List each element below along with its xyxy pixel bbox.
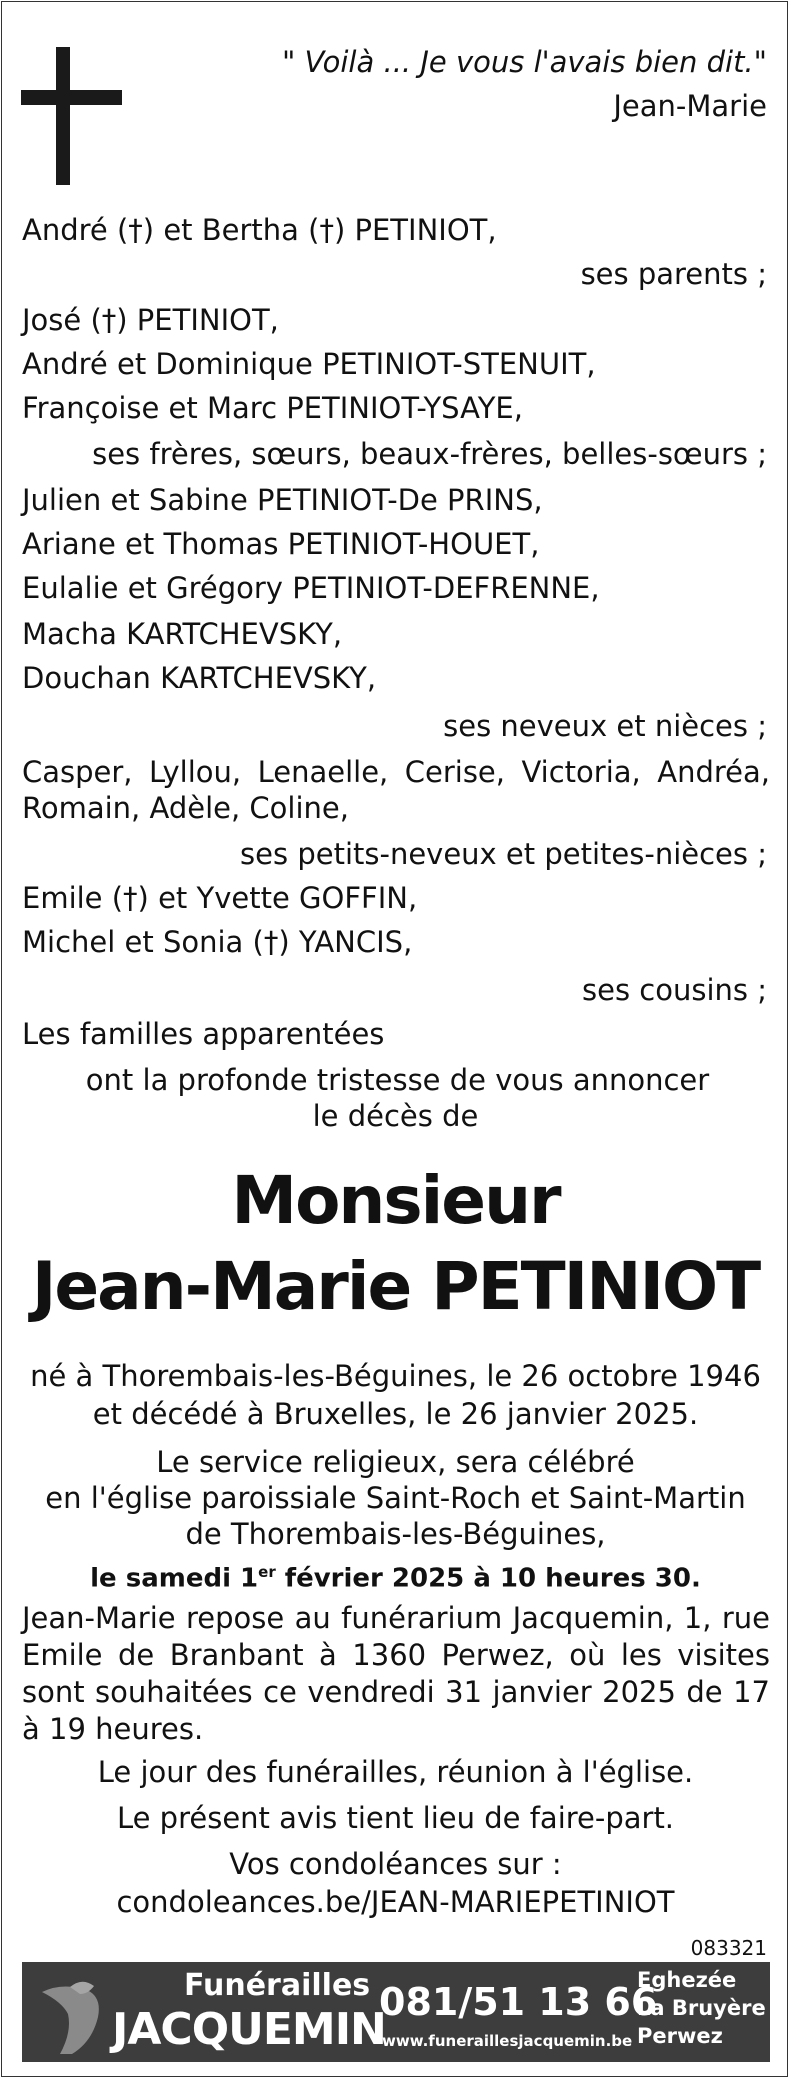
notice-info: Le présent avis tient lieu de faire-part. [116,1801,675,1835]
cousin-line: Michel et Sonia (†) YANCIS, [22,925,413,959]
nephew-line: Douchan KARTCHEVSKY, [22,661,377,695]
location-item: Perwez [637,2024,723,2048]
website-link[interactable]: www.funeraillesjacquemin.be [382,2032,633,2050]
quote-author: Jean-Marie [613,89,767,123]
parents-line: André (†) et Bertha (†) PETINIOT, [22,213,497,247]
deceased-name: Jean-Marie PETINIOT [31,1248,760,1325]
cousin-line: Emile (†) et Yvette GOFFIN, [22,881,418,915]
sibling-line: José (†) PETINIOT, [22,303,279,337]
funeral-home-banner [22,1962,770,2062]
brand-bottom: JACQUEMIN [112,2004,386,2055]
cross-icon-horizontal [21,90,122,105]
service-line-3: de Thorembais-les-Béguines, [185,1517,606,1551]
service-date [2,1552,789,1599]
nephew-line: Ariane et Thomas PETINIOT-HOUET, [22,527,540,561]
service-line-2: en l'église paroissiale Saint-Roch et Saint-Martin [45,1481,746,1515]
service-date-part-1: le samedi 1 [90,1563,259,1594]
nephew-line: Macha KARTCHEVSKY, [22,617,343,651]
service-date-superscript: er [258,1563,276,1581]
sibling-line: Françoise et Marc PETINIOT-YSAYE, [22,391,523,425]
condolences-label: Vos condoléances sur : [229,1847,562,1881]
cousins-label: ses cousins ; [582,973,767,1007]
reference-number: 083321 [690,1936,767,1960]
parents-label: ses parents ; [580,257,767,291]
death-info: et décédé à Bruxelles, le 26 janvier 2025. [92,1397,699,1431]
birth-info: né à Thorembais-les-Béguines, le 26 octobre 1946 [30,1359,761,1393]
nephew-line: Eulalie et Grégory PETINIOT-DEFRENNE, [22,571,600,605]
location-item: La Bruyère [637,1996,766,2020]
sibling-line: André et Dominique PETINIOT-STENUIT, [22,347,596,381]
grandnephews-line-2: Romain, Adèle, Coline, [22,791,349,825]
announce-line-2: le décès de [312,1099,479,1133]
grandnephews-label: ses petits-neveux et petites-nièces ; [240,837,767,871]
related-families: Les familles apparentées [22,1017,385,1051]
obituary-notice [1,1,788,2077]
deceased-title: Monsieur [231,1162,560,1239]
quote: " Voilà ... Je vous l'avais bien dit." [281,45,767,79]
cross-icon-vertical [56,47,70,185]
service-date-part-2: février 2025 à 10 heures 30. [275,1563,701,1594]
condolences-url[interactable]: condoleances.be/JEAN-MARIEPETINIOT [116,1885,675,1919]
nephew-line: Julien et Sabine PETINIOT-De PRINS, [22,483,543,517]
nephews-label: ses neveux et nièces ; [443,709,767,743]
brand-top: Funérailles [184,1968,371,2003]
grandnephews-line-1: Casper, Lyllou, Lenaelle, Cerise, Victoria, Andréa, [22,755,770,789]
siblings-label: ses frères, sœurs, beaux-frères, belles-sœurs ; [92,437,767,471]
announce-line-1: ont la profonde tristesse de vous annoncer [85,1063,710,1097]
figure-logo-icon [32,1972,112,2057]
phone-number[interactable]: 081/51 13 66 [379,1980,658,2024]
service-line-1: Le service religieux, sera célébré [156,1445,635,1479]
visitation-info: Jean-Marie repose au funérarium Jacquemin, 1, rue Emile de Branbant à 1360 Perwez, où les visites sont souhaitées ce vendredi 31 janvier 2025 de 17 à 19 heures. [22,1601,770,1746]
location-item: Eghezée [637,1968,737,1992]
meeting-info: Le jour des funérailles, réunion à l'église. [97,1755,694,1789]
